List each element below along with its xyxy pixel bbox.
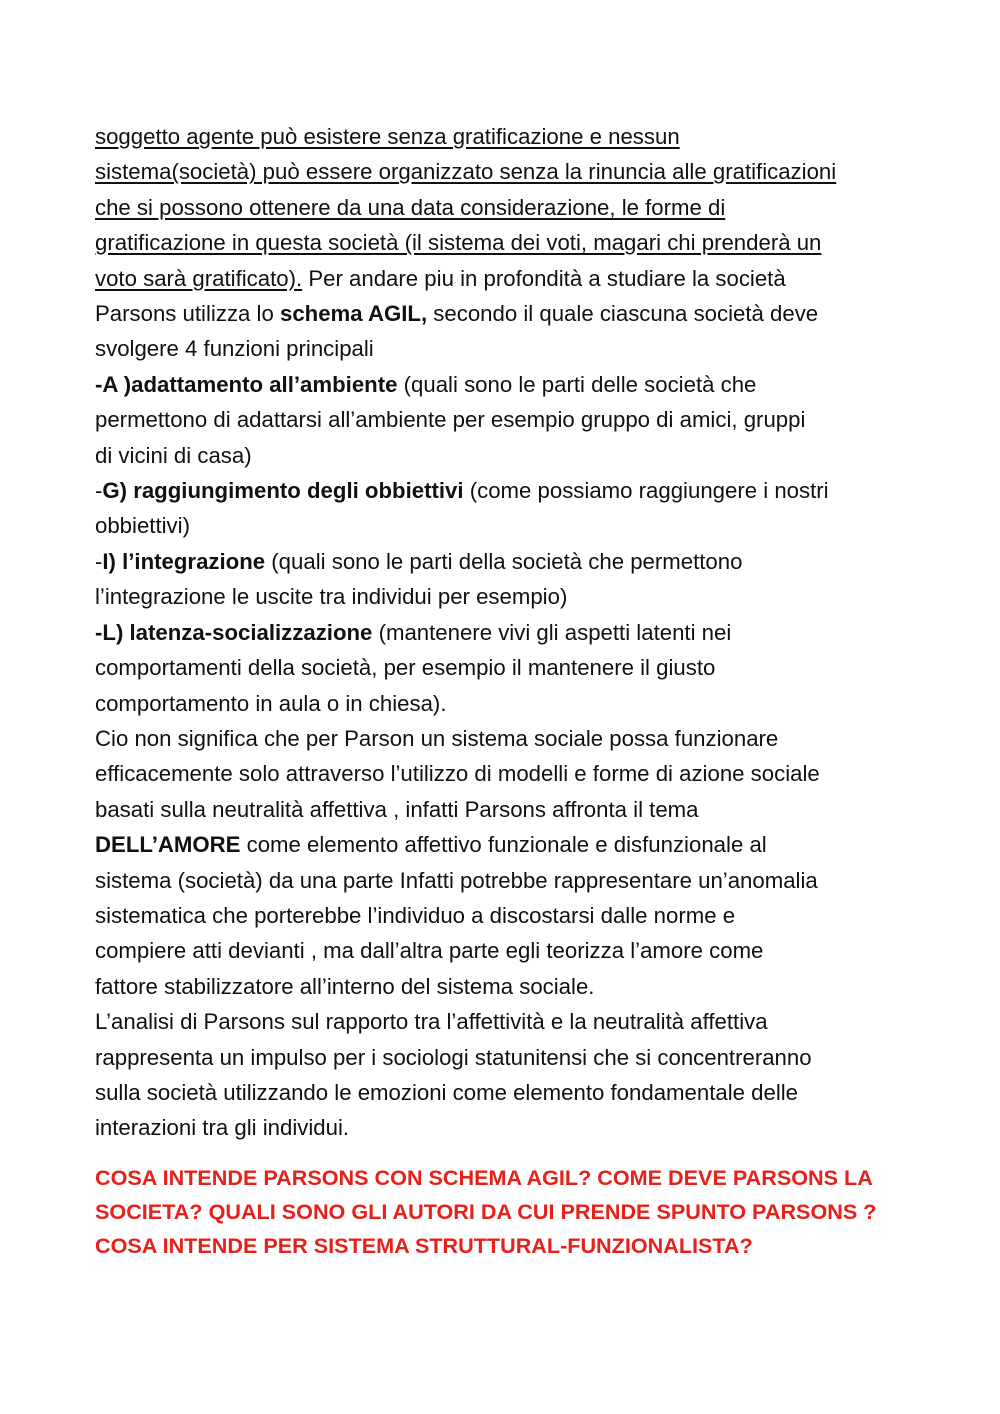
text-run: Per andare piu in profondità a studiare la società: [302, 265, 786, 291]
questions-block: [95, 1161, 925, 1263]
text-line: interazioni tra gli individui.: [95, 1115, 350, 1141]
question-line: COSA INTENDE PARSONS CON SCHEMA AGIL? COME DEVE PARSONS LA: [95, 1164, 873, 1190]
text-line: che si possono ottenere da una data considerazione, le forme di: [95, 194, 726, 220]
text-line: svolgere 4 funzioni principali: [95, 336, 374, 362]
text-line: rappresenta un impulso per i sociologi statunitensi che si concentreranno: [95, 1044, 812, 1070]
bold-term-adattamento: -A )adattamento all’ambiente: [95, 371, 398, 397]
text-line: sulla società utilizzando le emozioni come elemento fondamentale delle: [95, 1079, 799, 1105]
text-line: efficacemente solo attraverso l’utilizzo di modelli e forme di azione sociale: [95, 761, 820, 787]
text-line: obbiettivi): [95, 513, 190, 539]
body-text: [95, 119, 925, 1146]
text-line: comportamento in aula o in chiesa).: [95, 690, 447, 716]
text-line: basati sulla neutralità affettiva , infatti Parsons affronta il tema: [95, 796, 699, 822]
text-line: l’integrazione le uscite tra individui per esempio): [95, 584, 568, 610]
bold-term-raggiungimento: G) raggiungimento degli obbiettivi: [102, 478, 464, 504]
text-run: secondo il quale ciascuna società deve: [427, 301, 819, 327]
text-line: sistematica che porterebbe l’individuo a discostarsi dalle norme e: [95, 902, 736, 928]
text-line: permettono di adattarsi all’ambiente per esempio gruppo di amici, gruppi: [95, 407, 806, 433]
text-run: -: [95, 548, 103, 574]
text-line: [95, 296, 925, 331]
text-line: fattore stabilizzatore all’interno del sistema sociale.: [95, 973, 595, 999]
text-line: sistema (società) da una parte Infatti potrebbe rappresentare un’anomalia: [95, 867, 818, 893]
bold-term-schema-agil: schema AGIL,: [279, 301, 428, 327]
text-line: gratificazione in questa società (il sistema dei voti, magari chi prenderà un: [95, 230, 822, 256]
text-line: L’analisi di Parsons sul rapporto tra l’affettività e la neutralità affettiva: [95, 1009, 768, 1035]
text-line: compiere atti devianti , ma dall’altra parte egli teorizza l’amore come: [95, 938, 764, 964]
bold-term-integrazione: I) l’integrazione: [102, 548, 266, 574]
text-line: soggetto agente può esistere senza gratificazione e nessun: [95, 124, 680, 149]
text-run: (quali sono le parti della società che permettono: [265, 548, 743, 574]
text-run: (come possiamo raggiungere i nostri: [463, 478, 829, 504]
text-run: (quali sono le parti delle società che: [397, 371, 757, 397]
text-run: come elemento affettivo funzionale e disfunzionale al: [240, 832, 767, 858]
question-line: SOCIETA? QUALI SONO GLI AUTORI DA CUI PRENDE SPUNTO PARSONS ?: [95, 1198, 877, 1224]
document-page: [95, 119, 925, 1263]
text-run: -: [95, 478, 103, 504]
text-line: [95, 261, 925, 296]
text-line: [95, 367, 925, 402]
underlined-text: voto sarà gratificato).: [95, 265, 303, 291]
text-line: [95, 544, 925, 579]
question-line: COSA INTENDE PER SISTEMA STRUTTURAL-FUNZIONALISTA?: [95, 1232, 753, 1258]
text-line: di vicini di casa): [95, 442, 252, 468]
text-line: comportamenti della società, per esempio il mantenere il giusto: [95, 655, 716, 681]
bold-term-amore: DELL’AMORE: [95, 832, 241, 858]
text-line: [95, 473, 925, 508]
text-line: [95, 827, 925, 862]
text-run: Parsons utilizza lo: [95, 301, 280, 327]
text-line: Cio non significa che per Parson un sistema sociale possa funzionare: [95, 725, 779, 751]
text-run: (mantenere vivi gli aspetti latenti nei: [372, 619, 732, 645]
text-line: sistema(società) può essere organizzato senza la rinuncia alle gratificazioni: [95, 159, 837, 185]
bold-term-latenza: -L) latenza-socializzazione: [95, 619, 373, 645]
text-line: [95, 615, 925, 650]
